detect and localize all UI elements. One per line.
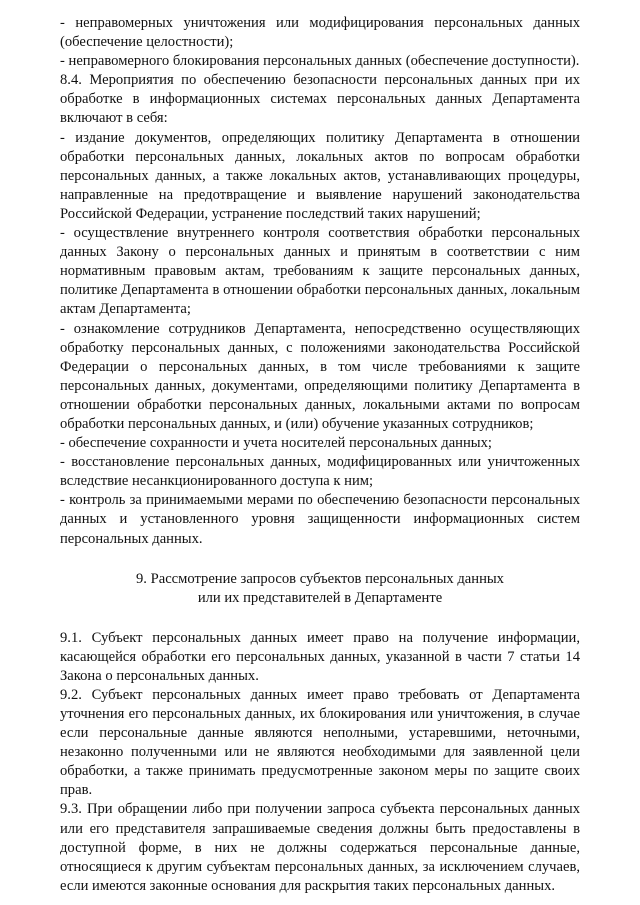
paragraph: - неправомерного блокирования персональных данных (обеспечение доступности). xyxy=(60,53,580,70)
paragraph: - неправомерных уничтожения или модифицирования персональных данных (обеспечение целостности); xyxy=(60,15,580,51)
paragraph: - ознакомление сотрудников Департамента, непосредственно осуществляющих обработку персональных данных, с положениями законодательства Российской Федерации о персональных данных, в том числе требованиями к защите персональных данных, документами, определяющими политику Департамента в отношении обработки персональных данных, локальными актами по вопросам обработки персональных данных, и (или) обучение указанных сотрудников; xyxy=(60,320,580,432)
paragraph: - издание документов, определяющих политику Департамента в отношении обработки персональных данных, локальных актов по вопросам обработки персональных данных, а также локальных актов, устанавливающих процедуры, направленные на предотвращение и выявление нарушений законодательства Российской Федерации, устранение последствий таких нарушений; xyxy=(60,129,580,222)
paragraph: - контроль за принимаемыми мерами по обеспечению безопасности персональных данных и установленного уровня защищенности информационных систем персональных данных. xyxy=(60,492,580,547)
paragraph: 8.4. Мероприятия по обеспечению безопасности персональных данных при их обработке в информационных системах персональных данных Департамента включают в себя: xyxy=(60,72,580,127)
spacer xyxy=(60,549,580,570)
spacer xyxy=(60,608,580,629)
section-heading-line-1: 9. Рассмотрение запросов субъектов персональных данных xyxy=(136,570,504,587)
paragraph: 9.1. Субъект персональных данных имеет право на получение информации, касающейся обработки его персональных данных, указанной в части 7 статьи 14 Закона о персональных данных. xyxy=(60,629,580,684)
paragraph: 9.2. Субъект персональных данных имеет право требовать от Департамента уточнения его персональных данных, их блокирования или уничтожения, в случае если персональные данные являются неполными, устаревшими, неточными, незаконно полученными или не являются необходимыми для заявленной цели обработки, а также принимать предусмотренные законом меры по защите своих прав. xyxy=(60,686,580,799)
section-heading-line-2: или их представителей в Департаменте xyxy=(197,589,443,606)
paragraph: - восстановление персональных данных, модифицированных или уничтоженных вследствие несанкционированного доступа к ним; xyxy=(60,454,580,490)
paragraph: - обеспечение сохранности и учета носителей персональных данных; xyxy=(60,435,492,452)
paragraph: 9.3. При обращении либо при получении запроса субъекта персональных данных или его представителя запрашиваемые сведения должны быть предоставлены в доступной форме, в них не должны содержаться персональные данные, относящиеся к другим субъектам персональных данных, за исключением случаев, если имеются законные основания для раскрытия таких персональных данных. xyxy=(60,801,580,894)
paragraph: - осуществление внутреннего контроля соответствия обработки персональных данных Закону о персональных данных и принятым в соответствии с ним нормативным правовым актам, требованиям к защите персональных данных, политике Департамента в отношении обработки персональных данных, локальным актам Департамента; xyxy=(60,225,580,318)
document-page xyxy=(60,14,580,896)
